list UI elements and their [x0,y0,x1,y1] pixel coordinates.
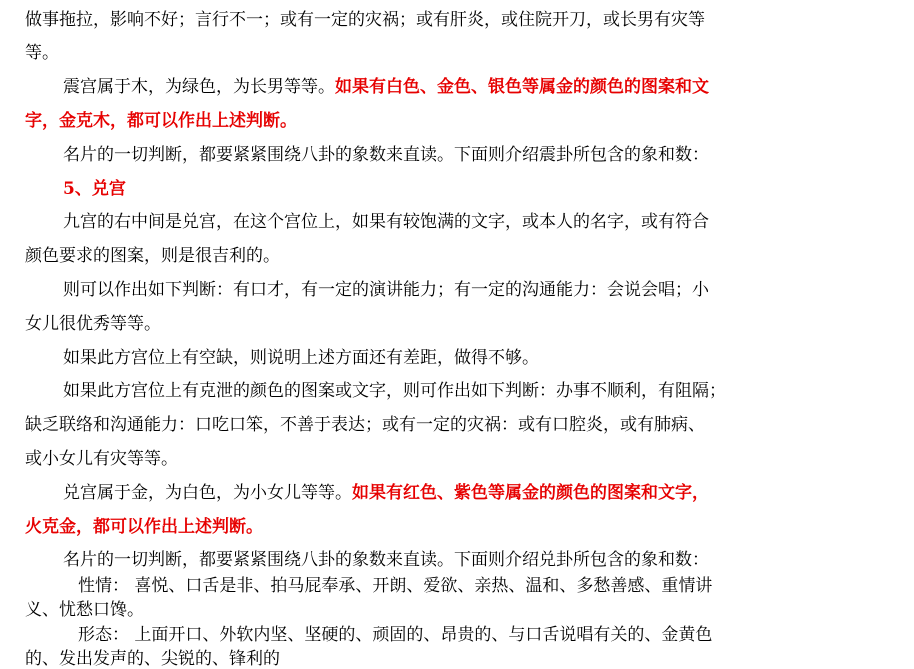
paragraph-line: 名片的一切判断，都要紧紧围绕八卦的象数来直读。下面则介绍兑卦所包含的象和数： [63,550,709,570]
paragraph-line: 则可以作出如下判断：有口才，有一定的演讲能力；有一定的沟通能力：会说会唱；小 [63,280,709,300]
red-bold-text: 火克金，都可以作出上述判断。 [25,517,263,537]
paragraph-line: 如果此方宫位上有克泄的颜色的图案或文字，则可作出如下判断：办事不顺利，有阻隔； [63,381,726,401]
paragraph-line: 等。 [25,43,59,63]
paragraph-line: 女儿很优秀等等。 [25,314,161,334]
paragraph-line [63,77,709,97]
paragraph-line [63,483,709,503]
paragraph-line: 九宫的右中间是兑宫，在这个宫位上，如果有较饱满的文字，或本人的名字，或有符合 [63,212,709,232]
normal-text: 兑宫属于金，为白色，为小女儿等等。 [63,483,352,503]
paragraph-line: 缺乏联络和沟通能力：口吃口笨，不善于表达；或有一定的灾祸：或有口腔炎，或有肺病、 [25,415,705,435]
paragraph-line: 做事拖拉，影响不好；言行不一；或有一定的灾祸；或有肝炎，或住院开刀，或长男有灾等 [25,10,705,30]
paragraph-line: 性情： 喜悦、口舌是非、拍马屁奉承、开朗、爱欲、亲热、温和、多愁善感、重情讲 [78,576,713,596]
paragraph-line: 形态： 上面开口、外软内坚、坚硬的、顽固的、昂贵的、与口舌说唱有关的、金黄色 [78,625,713,645]
normal-text: 震宫属于木，为绿色，为长男等等。 [63,77,335,97]
paragraph-line: 或小女儿有灾等等。 [25,449,178,469]
paragraph-line: 名片的一切判断，都要紧紧围绕八卦的象数来直读。下面则介绍震卦所包含的象和数： [63,145,709,165]
paragraph-line: 颜色要求的图案，则是很吉利的。 [25,246,280,266]
paragraph-line: 的、发出发声的、尖锐的、锋利的 [25,649,280,669]
red-bold-text: 如果有白色、金色、银色等属金的颜色的图案和文 [335,77,709,97]
red-bold-text: 字，金克木，都可以作出上述判断。 [25,111,297,131]
section-heading: 5、兑宫 [63,179,126,199]
paragraph-line: 义、忧愁口馋。 [25,600,144,620]
red-bold-text: 如果有红色、紫色等属金的颜色的图案和文字， [352,483,709,503]
paragraph-line: 如果此方宫位上有空缺，则说明上述方面还有差距，做得不够。 [63,348,539,368]
